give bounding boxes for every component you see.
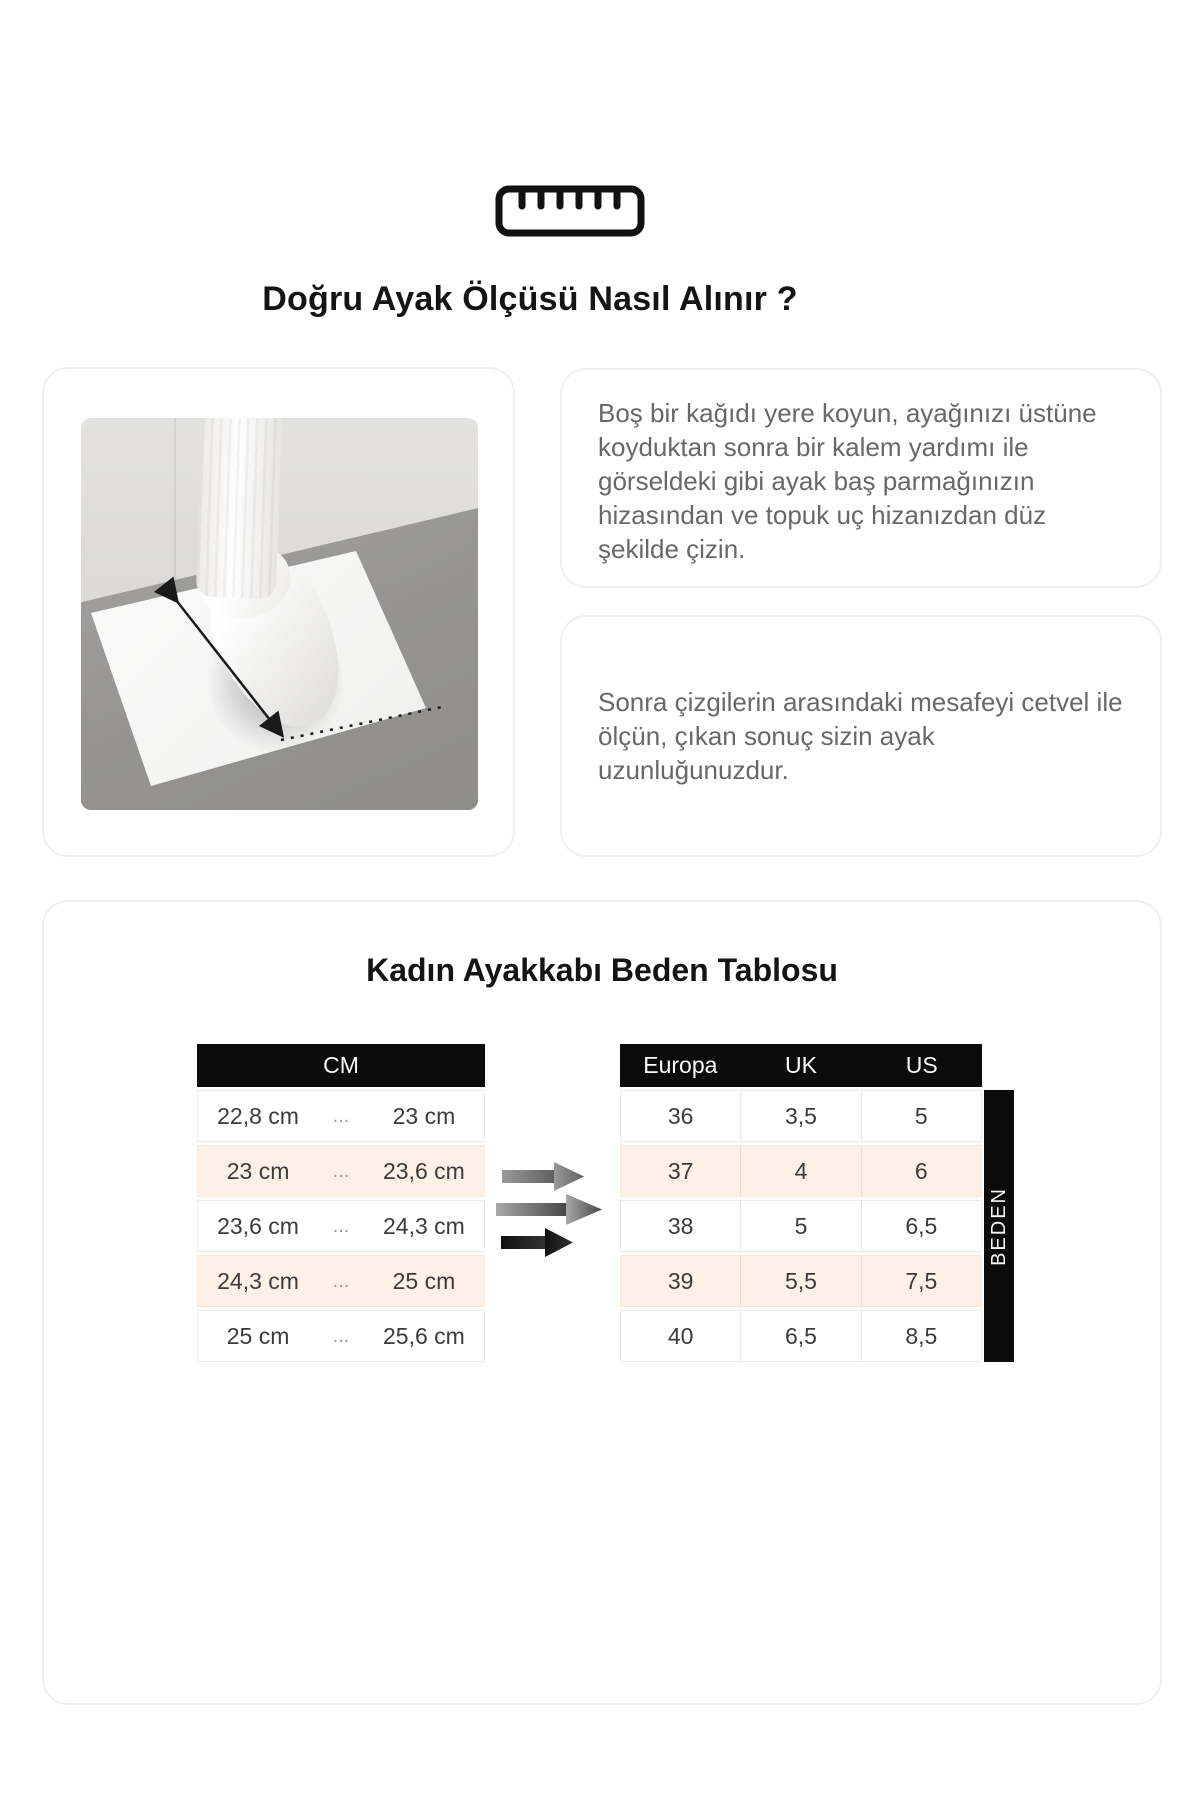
cm-separator: ... xyxy=(332,1159,350,1182)
cm-to-value: 25 cm xyxy=(392,1267,456,1294)
cm-to-value: 25,6 cm xyxy=(383,1322,465,1349)
size-cell-uk: 6,5 xyxy=(740,1311,860,1361)
size-cell-us: 7,5 xyxy=(861,1256,981,1306)
page-title: Doğru Ayak Ölçüsü Nasıl Alınır ? xyxy=(262,280,798,318)
cm-from-value: 22,8 cm xyxy=(217,1102,299,1129)
size-cell-europa: 36 xyxy=(667,1102,694,1129)
cm-table xyxy=(197,1044,485,1362)
size-table-row xyxy=(620,1200,982,1252)
cm-table-header xyxy=(197,1044,485,1087)
cm-table-row xyxy=(197,1090,485,1142)
size-cell-us: 5 xyxy=(861,1091,981,1141)
size-cell-uk: 5,5 xyxy=(740,1256,860,1306)
foot-measurement-photo-card xyxy=(42,367,515,857)
beden-side-bar xyxy=(984,1090,1014,1362)
size-cell-us: 6 xyxy=(861,1146,981,1196)
cm-from-value: 23 cm xyxy=(226,1157,290,1184)
size-cell-uk: 5 xyxy=(740,1201,860,1251)
size-cell-europa: 40 xyxy=(667,1322,694,1349)
cm-separator: ... xyxy=(332,1269,350,1292)
international-size-table xyxy=(620,1044,982,1362)
instruction-card-1 xyxy=(560,368,1162,588)
size-table-header-row xyxy=(620,1044,982,1087)
cm-header-label: CM xyxy=(323,1052,359,1078)
size-cell-us: 6,5 xyxy=(861,1201,981,1251)
cm-to-value: 24,3 cm xyxy=(383,1212,465,1239)
size-table-row xyxy=(620,1145,982,1197)
size-table-row xyxy=(620,1090,982,1142)
ruler-icon xyxy=(495,185,645,237)
measurement-arrow-icon xyxy=(81,418,478,810)
beden-label: BEDEN xyxy=(987,1186,1010,1266)
cm-separator: ... xyxy=(332,1104,350,1127)
size-table-row xyxy=(620,1255,982,1307)
size-table-row xyxy=(620,1310,982,1362)
instruction-text-2: Sonra çizgilerin arasındaki mesafeyi cetvel ile ölçün, çıkan sonuç sizin ayak uzunluğunuzdur. xyxy=(598,687,1123,785)
size-cell-us: 8,5 xyxy=(861,1311,981,1361)
size-cell-uk: 4 xyxy=(740,1146,860,1196)
ruler-icon-svg xyxy=(495,185,645,237)
cm-table-row xyxy=(197,1255,485,1307)
cm-separator: ... xyxy=(332,1214,350,1237)
size-table-title: Kadın Ayakkabı Beden Tablosu xyxy=(366,952,838,988)
size-table-card xyxy=(42,900,1162,1705)
header-cell-europa: Europa xyxy=(643,1052,718,1078)
size-cell-europa: 39 xyxy=(667,1267,694,1294)
size-cell-europa: 38 xyxy=(667,1212,694,1239)
cm-to-value: 23,6 cm xyxy=(383,1157,465,1184)
instruction-text-1: Boş bir kağıdı yere koyun, ayağınızı üstüne koyduktan sonra bir kalem yardımı ile görseldeki gibi ayak baş parmağınızın hizasından ve topuk uç hizanızdan düz şekilde çizin. xyxy=(598,398,1097,564)
foot-measurement-photo xyxy=(81,418,478,810)
header-cell-uk: UK xyxy=(785,1052,817,1078)
cm-table-row xyxy=(197,1145,485,1197)
cm-table-row xyxy=(197,1310,485,1362)
cm-from-value: 23,6 cm xyxy=(217,1212,299,1239)
cm-from-value: 25 cm xyxy=(226,1322,290,1349)
instruction-card-2 xyxy=(560,615,1162,857)
header-cell-us: US xyxy=(905,1052,938,1078)
size-cell-uk: 3,5 xyxy=(740,1091,860,1141)
cm-table-row xyxy=(197,1200,485,1252)
size-cell-europa: 37 xyxy=(667,1157,694,1184)
cm-separator: ... xyxy=(332,1324,350,1347)
transfer-arrows-icon xyxy=(496,1154,606,1259)
cm-from-value: 24,3 cm xyxy=(217,1267,299,1294)
cm-to-value: 23 cm xyxy=(392,1102,456,1129)
